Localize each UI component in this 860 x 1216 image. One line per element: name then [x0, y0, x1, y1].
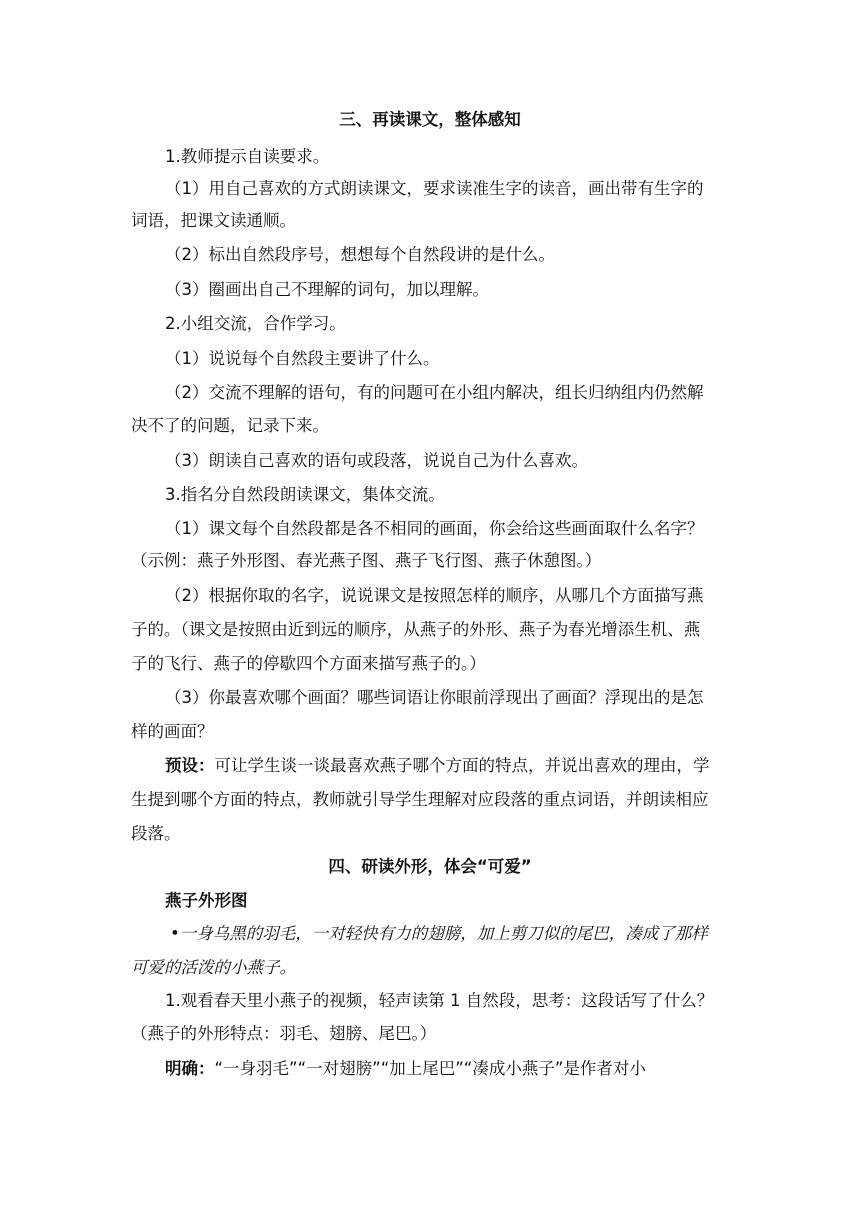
preset-text: 可让学生谈一谈最喜欢燕子哪个方面的特点，并说出喜欢的理由，学 — [214, 756, 710, 775]
paragraph-line: 样的画面？ — [131, 722, 214, 741]
section-4-heading: 四、研读外形，体会“可爱” — [328, 857, 532, 876]
quote-line: 可爱的活泼的小燕子。 — [131, 958, 296, 977]
paragraph-line: （示例：燕子外形图、春光燕子图、燕子飞行图、燕子休憩图。） — [131, 551, 602, 570]
paragraph-line: 段落。 — [131, 824, 181, 843]
paragraph-line: （2）标出自然段序号，想想每个自然段讲的是什么。 — [165, 245, 555, 264]
subheading: 燕子外形图 — [165, 891, 248, 910]
paragraph-line: 1.观看春天里小燕子的视频，轻声读第 1 自然段，思考：这段话写了什么？ — [165, 991, 714, 1010]
preset-paragraph — [165, 754, 710, 778]
paragraph-line: 决不了的问题，记录下来。 — [131, 416, 329, 435]
paragraph-line: （3）朗读自己喜欢的语句或段落，说说自己为什么喜欢。 — [165, 451, 588, 470]
paragraph-line: 2.小组交流，合作学习。 — [165, 314, 346, 333]
clarify-label: 明确： — [165, 1059, 215, 1078]
preset-label: 预设： — [165, 756, 215, 775]
paragraph-line: （1）用自己喜欢的方式朗读课文，要求读准生字的读音，画出带有生字的 — [165, 179, 704, 198]
paragraph-line: （2）交流不理解的语句，有的问题可在小组内解决，组长归纳组内仍然解 — [165, 383, 704, 402]
paragraph-line: （燕子的外形特点：羽毛、翅膀、尾巴。） — [131, 1024, 437, 1043]
paragraph-line: 1.教师提示自读要求。 — [165, 147, 330, 166]
paragraph-line: （1）说说每个自然段主要讲了什么。 — [165, 349, 440, 368]
section-3-heading: 三、再读课文，整体感知 — [339, 110, 521, 129]
clarify-paragraph — [165, 1057, 646, 1081]
paragraph-line: 生提到哪个方面的特点，教师就引导学生理解对应段落的重点词语，并朗读相应 — [131, 790, 709, 809]
paragraph-line: 子的。（课文是按照由近到远的顺序，从燕子的外形、燕子为春光增添生机、燕 — [131, 620, 701, 639]
paragraph-line: 3.指名分自然段朗读课文，集体交流。 — [165, 485, 445, 504]
paragraph-line: （2）根据你取的名字，说说课文是按照怎样的顺序，从哪几个方面描写燕 — [165, 586, 704, 605]
paragraph-line: （1）课文每个自然段都是各不相同的画面，你会给这些画面取什么名字？ — [165, 519, 704, 538]
paragraph-line: 子的飞行、燕子的停歇四个方面来描写燕子的。） — [131, 654, 486, 673]
clarify-text: “一身羽毛”“一对翅膀”“加上尾巴”“凑成小燕子”是作者对小 — [214, 1059, 646, 1078]
quote-line: •一身乌黑的羽毛，一对轻快有力的翅膀，加上剪刀似的尾巴，凑成了那样 — [170, 924, 708, 943]
paragraph-line: 词语，把课文读通顺。 — [131, 211, 296, 230]
paragraph-line: （3）圈画出自己不理解的词句，加以理解。 — [165, 280, 489, 299]
paragraph-line: （3）你最喜欢哪个画面？哪些词语让你眼前浮现出了画面？浮现出的是怎 — [165, 688, 704, 707]
